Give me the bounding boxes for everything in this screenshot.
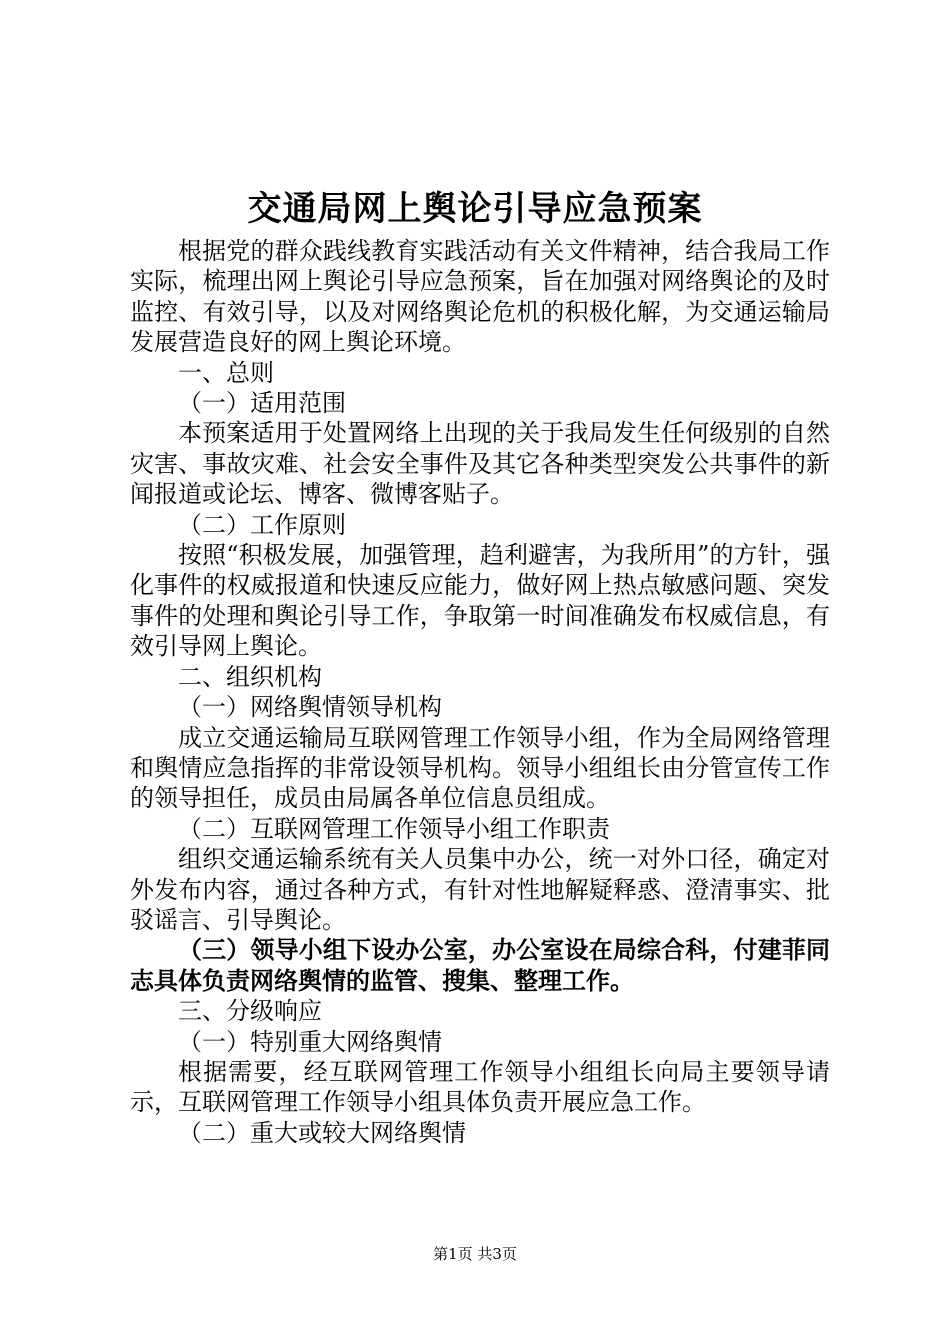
section-3-2-heading: （二）重大或较大网络舆情 xyxy=(178,1118,466,1147)
section-2-1-paragraph: 成立交通运输局互联网管理工作领导小组，作为全局网络管理和舆情应急指挥的非常设领导机构。领导小组组长由分管宣传工作的领导担任，成员由局属各单位信息员组成。 xyxy=(130,723,830,813)
section-1-1-paragraph: 本预案适用于处置网络上出现的关于我局发生任何级别的自然灾害、事故灾难、社会安全事件及其它各种类型突发公共事件的新闻报道或论坛、博客、微博客贴子。 xyxy=(130,419,830,509)
section-2-3-paragraph: （三）领导小组下设办公室，办公室设在局综合科，付建菲同志具体负责网络舆情的监管、搜集、整理工作。 xyxy=(130,936,830,995)
section-3-1-heading: （一）特别重大网络舆情 xyxy=(178,1027,442,1056)
page-number-footer: 第1页 共3页 xyxy=(433,1245,517,1263)
section-1-2-paragraph: 按照“积极发展，加强管理，趋利避害，为我所用”的方针，强化事件的权威报道和快速反应能力，做好网上热点敏感问题、突发事件的处理和舆论引导工作，争取第一时间准确发布权威信息，有效引导网上舆论。 xyxy=(130,541,830,661)
document-title: 交通局网上舆论引导应急预案 xyxy=(247,189,703,229)
section-1-heading: 一、总则 xyxy=(178,358,274,387)
document-body xyxy=(130,236,830,1148)
section-2-2-paragraph: 组织交通运输系统有关人员集中办公，统一对外口径，确定对外发布内容，通过各种方式，有针对性地解疑释惑、澄清事实、批驳谣言、引导舆论。 xyxy=(130,845,830,934)
intro-paragraph: 根据党的群众践线教育实践活动有关文件精神，结合我局工作实际，梳理出网上舆论引导应急预案，旨在加强对网络舆论的及时监控、有效引导，以及对网络舆论危机的积极化解，为交通运输局发展营造良好的网上舆论环境。 xyxy=(130,237,830,357)
section-2-1-heading: （一）网络舆情领导机构 xyxy=(178,693,442,722)
section-2-2-heading: （二）互联网管理工作领导小组工作职责 xyxy=(178,814,610,843)
section-1-2-heading: （二）工作原则 xyxy=(178,510,346,539)
section-3-1-paragraph: 根据需要，经互联网管理工作领导小组组长向局主要领导请示，互联网管理工作领导小组具体负责开展应急工作。 xyxy=(130,1057,830,1117)
section-3-heading: 三、分级响应 xyxy=(178,997,322,1026)
section-1-1-heading: （一）适用范围 xyxy=(178,389,346,418)
section-2-heading: 二、组织机构 xyxy=(178,662,322,691)
